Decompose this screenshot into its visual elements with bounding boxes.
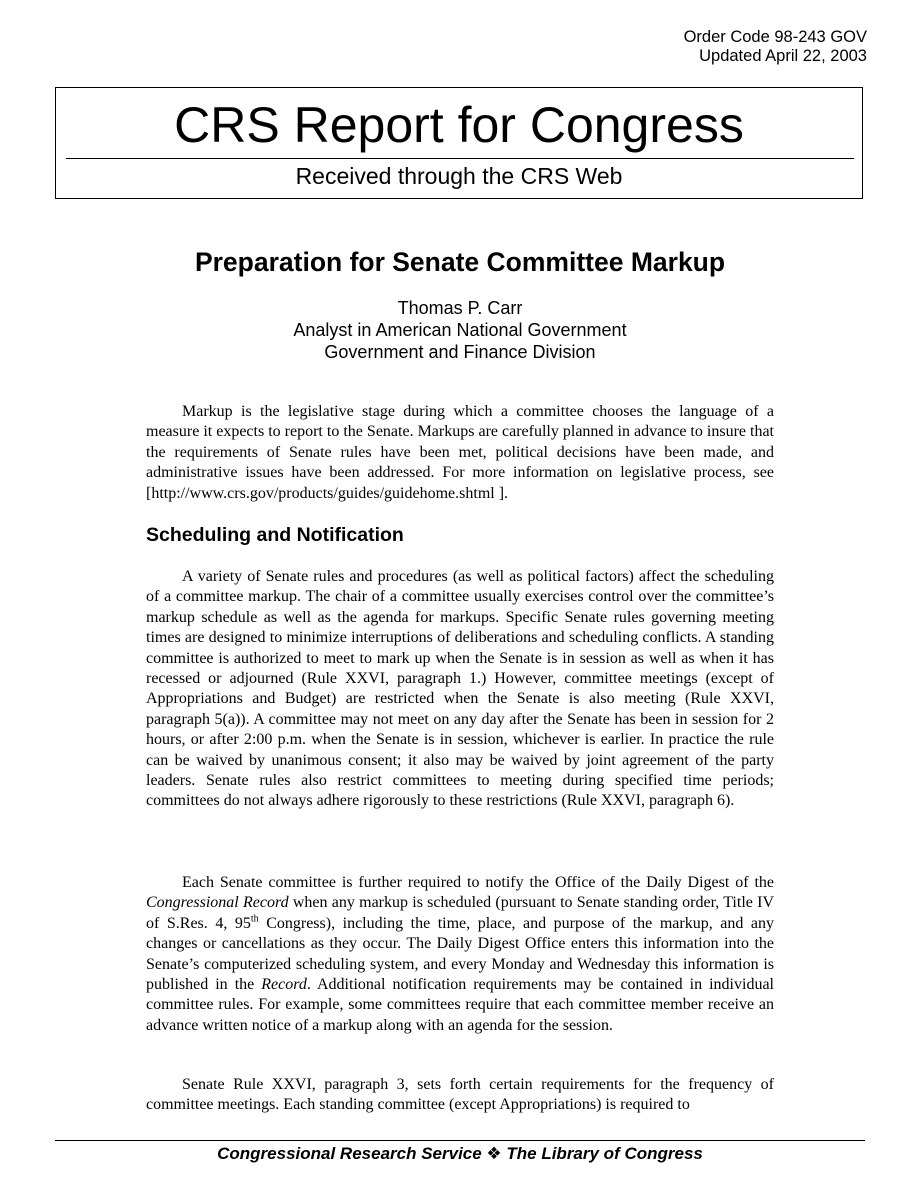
- report-banner: [55, 87, 863, 199]
- footer-divider: [55, 1140, 865, 1141]
- banner-subtitle: Received through the CRS Web: [295, 163, 623, 189]
- notification-text: [146, 873, 774, 1036]
- rule-paragraph: [146, 1075, 774, 1116]
- notify-text-4: . Additional notification requirements may be contained in individual committee rules. For example, some committees require that each committee member receive an advance written notice of a markup along with an agenda for the session.: [146, 976, 774, 1034]
- footer-text: Congressional Research Service ❖ The Library of Congress: [217, 1144, 703, 1163]
- intro-text: Markup is the legislative stage during which a committee chooses the language of a measure it expects to report to the Senate. Markups are carefully planned in advance to insure that the requirements of Senate rules have been met, political decisions have been made, and administrative issues have been addressed. For more information on legislative process, see [http://www.crs.gov/products/guides/guidehome.shtml ].: [146, 403, 774, 502]
- updated-date: Updated April 22, 2003: [699, 47, 867, 65]
- scheduling-text: A variety of Senate rules and procedures (as well as political factors) affect the scheduling of a committee markup. The chair of a committee usually exercises control over the committee’s markup schedule as well as the agenda for markups. Specific Senate rules governing meeting times are designed to minimize interruptions of deliberations and scheduling conflicts. A standing committee is authorized to meet to mark up when the Senate is in session as well as when it has recessed or adjourned (Rule XXVI, paragraph 1.) However, committee meetings (except of Appropriations and Budget) are restricted when the Senate is also meeting (Rule XXVI, paragraph 5(a)). A committee may not meet on any day after the Senate has been in session for 2 hours, or after 2:00 p.m. when the Senate is in session, whichever is earlier. In practice the rule can be waived by unanimous consent; it also may be waived by joint agreement of the party leaders. Senate rules also restrict committees to meeting during specified time periods; committees do not always adhere rigorously to these restrictions (Rule XXVI, paragraph 6).: [146, 568, 774, 810]
- ordinal-superscript: th: [250, 913, 259, 925]
- author-block: [0, 297, 920, 363]
- section-heading: Scheduling and Notification: [146, 524, 404, 546]
- order-code: Order Code 98-243 GOV: [683, 28, 867, 46]
- notify-text-2: when any markup is scheduled (pursuant to Senate standing order, Title IV of S.Res. 4, 95: [146, 894, 774, 932]
- document-title: Preparation for Senate Committee Markup: [194, 247, 726, 277]
- scheduling-paragraph: [146, 567, 774, 812]
- intro-paragraph: [146, 402, 774, 504]
- notification-paragraph: [146, 873, 774, 1036]
- notify-text-3: Congress), including the time, place, and purpose of the markup, and any changes or cancellations as they occur. The Daily Digest Office enters this information into the Senate’s computerized scheduling system, and every Monday and Wednesday this information is published in the: [146, 914, 774, 994]
- congressional-record-italic: Congressional Record: [146, 894, 289, 912]
- banner-title: CRS Report for Congress: [174, 97, 744, 153]
- author-name: Thomas P. Carr: [397, 298, 523, 318]
- rule-text: Senate Rule XXVI, paragraph 3, sets forth certain requirements for the frequency of committee meetings. Each standing committee (except Appropriations) is required to: [146, 1076, 774, 1114]
- report-header-info: [684, 28, 867, 66]
- author-division: Government and Finance Division: [324, 342, 596, 362]
- notify-text-1: Each Senate committee is further required to notify the Office of the Daily Digest of the: [182, 874, 774, 891]
- record-italic: Record: [261, 976, 307, 994]
- banner-divider: [66, 158, 854, 159]
- author-role: Analyst in American National Government: [293, 320, 627, 340]
